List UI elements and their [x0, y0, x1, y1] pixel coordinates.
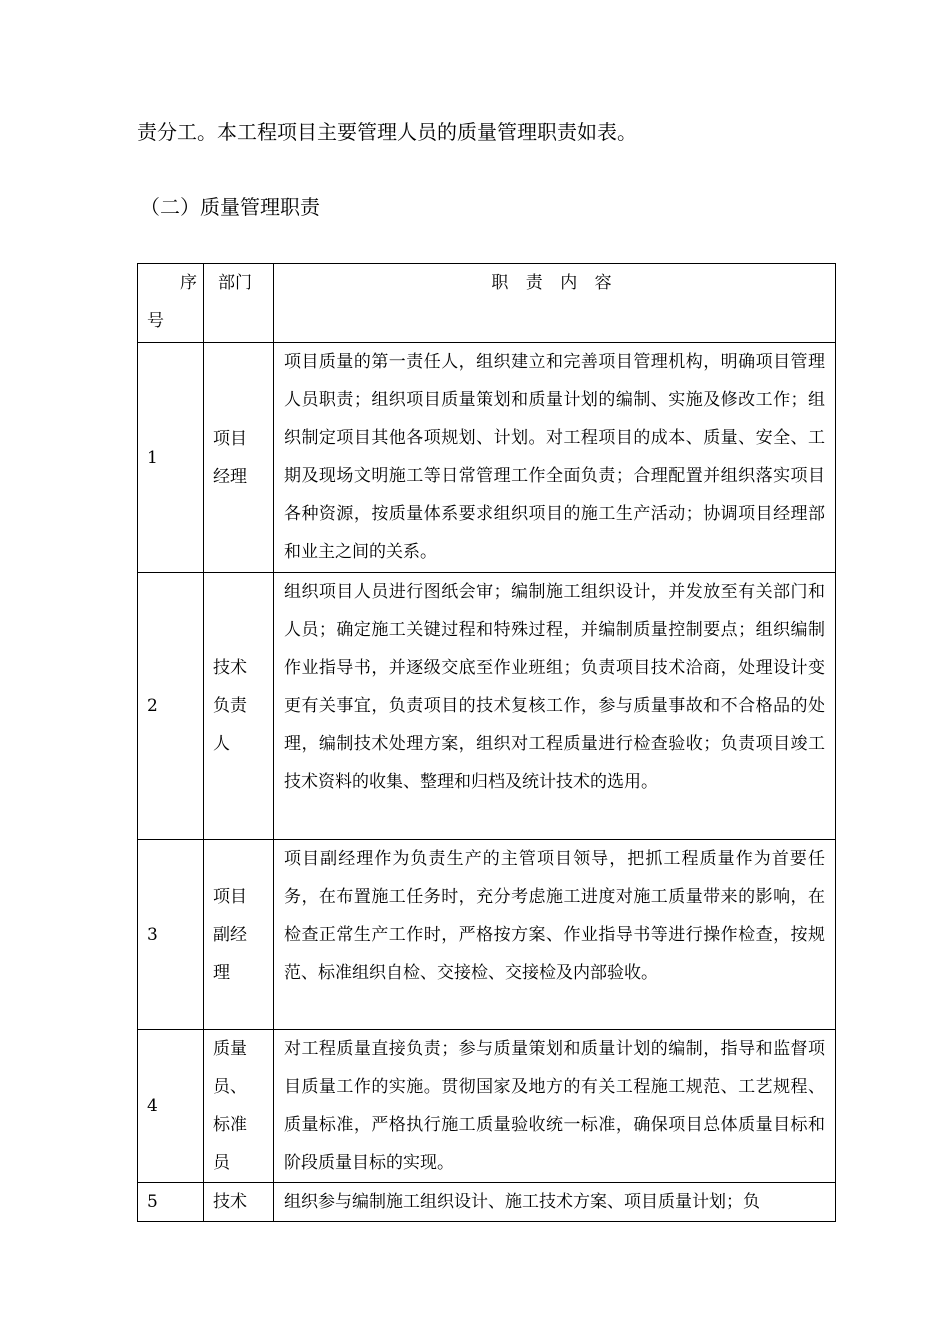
row-seq: 1 [138, 343, 204, 573]
row-seq: 5 [138, 1183, 204, 1222]
row-dept [204, 840, 274, 1030]
table-row [138, 573, 836, 840]
header-dept: 部门 [204, 264, 274, 343]
intro-paragraph: 责分工。本工程项目主要管理人员的质量管理职责如表。 [137, 120, 637, 144]
table-row [138, 1183, 836, 1222]
header-seq-top: 序 [180, 273, 197, 293]
dept-line: 员、 [213, 1077, 247, 1097]
dept-line: 副经 [213, 924, 247, 945]
row-duty: 项目副经理作为负责生产的主管项目领导，把抓工程质量作为首要任务，在布置施工任务时，充分考虑施工进度对施工质量带来的影响，在检查正常生产工作时，严格按方案、作业指导书等进行操作检查，按规范、标准组织自检、交接检、交接检及内部验收。 [274, 840, 836, 1030]
section-heading: （二）质量管理职责 [140, 195, 320, 219]
dept-line: 项目 [213, 886, 247, 907]
dept-line: 员 [213, 1153, 230, 1173]
table-row [138, 343, 836, 573]
dept-line: 技术 [213, 658, 247, 678]
row-duty: 对工程质量直接负责；参与质量策划和质量计划的编制，指导和监督项目质量工作的实施。贯彻国家及地方的有关工程施工规范、工艺规程、质量标准，严格执行施工质量验收统一标准，确保项目总体质量目标和阶段质量目标的实现。 [274, 1030, 836, 1183]
row-seq: 4 [138, 1030, 204, 1183]
row-seq: 2 [138, 573, 204, 840]
dept-line: 负责 [213, 696, 247, 716]
row-dept [204, 1030, 274, 1183]
header-duty: 职 责 内 容 [274, 264, 836, 343]
row-seq: 3 [138, 840, 204, 1030]
row-dept [204, 573, 274, 840]
dept-line: 质量 [213, 1039, 247, 1059]
duty-table [137, 263, 836, 1222]
dept-line: 项目 [213, 428, 247, 449]
dept-line: 人 [213, 734, 230, 754]
table-row [138, 1030, 836, 1183]
header-seq-bottom: 号 [147, 311, 164, 331]
dept-line: 理 [213, 962, 230, 983]
row-duty: 组织项目人员进行图纸会审；编制施工组织设计，并发放至有关部门和人员；确定施工关键过程和特殊过程，并编制质量控制要点；组织编制作业指导书，并逐级交底至作业班组；负责项目技术洽商，处理设计变更有关事宜，负责项目的技术复核工作，参与质量事故和不合格品的处理，编制技术处理方案，组织对工程质量进行检查验收；负责项目竣工技术资料的收集、整理和归档及统计技术的选用。 [274, 573, 836, 840]
row-dept [204, 343, 274, 573]
header-seq [138, 264, 204, 343]
dept-line: 经理 [213, 466, 247, 487]
dept-line: 标准 [213, 1115, 247, 1135]
dept-line: 技术 [213, 1192, 247, 1212]
table-header-row [138, 264, 836, 343]
row-dept [204, 1183, 274, 1222]
row-duty: 组织参与编制施工组织设计、施工技术方案、项目质量计划；负 [274, 1183, 836, 1222]
row-duty: 项目质量的第一责任人，组织建立和完善项目管理机构，明确项目管理人员职责；组织项目质量策划和质量计划的编制、实施及修改工作；组织制定项目其他各项规划、计划。对工程项目的成本、质量、安全、工期及现场文明施工等日常管理工作全面负责；合理配置并组织落实项目各种资源，按质量体系要求组织项目的施工生产活动；协调项目经理部和业主之间的关系。 [274, 343, 836, 573]
table-row [138, 840, 836, 1030]
